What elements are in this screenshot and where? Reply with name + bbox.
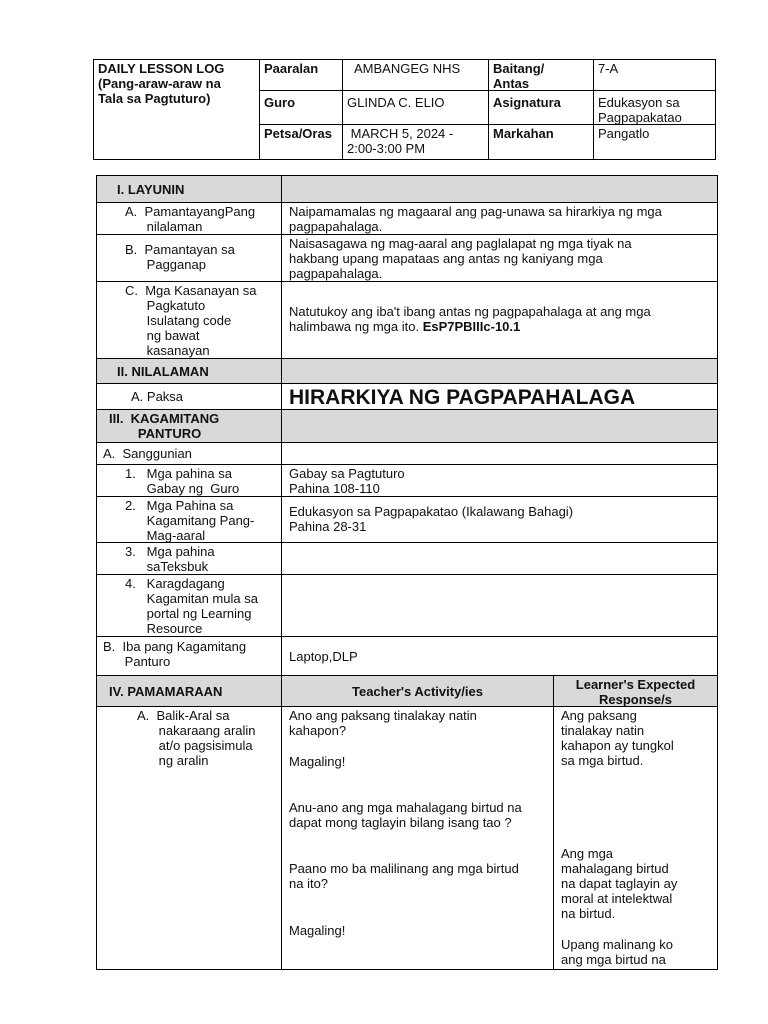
learner-response-3: Upang malinang ko ang mga birtud na [561, 937, 674, 967]
sanggunian-label: A. Sanggunian [103, 446, 192, 461]
ref4-label-cell [96, 574, 282, 637]
ref3-value-cell [281, 542, 718, 575]
date-label-cell [259, 124, 343, 160]
layunin-heading-text: I. LAYUNIN [117, 182, 185, 197]
ref3-label: 3. Mga pahina saTeksbuk [125, 544, 215, 574]
row-b-label [96, 234, 282, 282]
date-value-cell [342, 124, 489, 160]
ref4-label: 4. Karagdagang Kagamitan mula sa portal ng Learning Resource [125, 576, 258, 636]
school-value: AMBANGEG NHS [354, 61, 461, 76]
subject-value: Edukasyon sa Pagpapakatao [598, 95, 682, 125]
row-b-value [281, 234, 718, 282]
other-materials-value-cell [281, 636, 718, 676]
grade-label-cell [488, 59, 594, 91]
school-label: Paaralan [264, 61, 319, 76]
learner-response-1: Ang paksang tinalakay natin kahapon ay tungkol sa mga birtud. [561, 708, 674, 768]
log-title: DAILY LESSON LOG (Pang-araw-araw na Tala sa Pagtuturo) [98, 61, 225, 106]
subject-label-cell [488, 90, 594, 125]
a-value: Naipamamalas ng magaaral ang pag-unawa sa hirarkiya ng mga pagpapahalaga. [289, 204, 662, 234]
paksa-value-cell [281, 383, 718, 410]
teacher-question-1: Ano ang paksang tinalakay natin kahapon? [289, 708, 477, 738]
b-value: Naisasagawa ng mag-aaral ang paglalapat ng mga tiyak na hakbang upang mapataas ang antas ng kaniyang mga pagpapahalaga. [289, 236, 632, 281]
row-c-label [96, 281, 282, 359]
other-materials-label: B. Iba pang Kagamitang Panturo [103, 639, 247, 669]
teacher-value-cell [342, 90, 489, 125]
other-materials-value: Laptop,DLP [289, 649, 358, 664]
ref1-value: Gabay sa Pagtuturo Pahina 108-110 [289, 466, 405, 496]
nilalaman-heading-blank [281, 358, 718, 384]
date-label: Petsa/Oras [264, 126, 332, 141]
layunin-heading-blank [281, 175, 718, 203]
teacher-activity-header [281, 675, 554, 707]
subject-value-cell [593, 90, 716, 125]
quarter-label: Markahan [493, 126, 554, 141]
teacher-praise-2: Magaling! [289, 923, 346, 938]
quarter-value: Pangatlo [598, 126, 650, 141]
learner-response-cell [553, 706, 718, 970]
ref2-value-cell [281, 496, 718, 543]
teacher-label-cell [259, 90, 343, 125]
quarter-value-cell [593, 124, 716, 160]
learner-response-2: Ang mga mahalagang birtud na dapat taglayin ay moral at intelektwal na birtud. [561, 846, 678, 921]
balik-aral-label: A. Balik-Aral sa nakaraang aralin at/o pagsisimula ng aralin [137, 708, 256, 768]
ref1-value-cell [281, 464, 718, 497]
row-a-value [281, 202, 718, 235]
ref2-label-cell [96, 496, 282, 543]
teacher-activity-header-text: Teacher's Activity/ies [352, 684, 483, 699]
pamamaraan-heading-text: IV. PAMAMARAAN [109, 684, 223, 699]
subject-label: Asignatura [493, 95, 561, 110]
grade-value-cell [593, 59, 716, 91]
pamamaraan-heading [96, 675, 282, 707]
teacher-value: GLINDA C. ELIO [347, 95, 445, 110]
school-label-cell [259, 59, 343, 91]
ref1-label-cell [96, 464, 282, 497]
ref1-label: 1. Mga pahina sa Gabay ng Guro [125, 466, 240, 496]
other-materials-label-cell [96, 636, 282, 676]
row-a-label [96, 202, 282, 235]
teacher-question-3: Paano mo ba malilinang ang mga birtud na ito? [289, 861, 519, 891]
teacher-label: Guro [264, 95, 296, 110]
b-label: B. Pamantayan sa Pagganap [125, 242, 235, 272]
ref2-value: Edukasyon sa Pagpapakatao (Ikalawang Bahagi) Pahina 28-31 [289, 504, 574, 534]
row-c-value [281, 281, 718, 359]
nilalaman-heading [96, 358, 282, 384]
learner-response-header-text: Learner's Expected Response/s [575, 677, 696, 707]
paksa-label: A. Paksa [131, 389, 184, 404]
teacher-praise-1: Magaling! [289, 754, 346, 769]
quarter-label-cell [488, 124, 594, 160]
kagamitan-heading [96, 409, 282, 443]
teacher-activity-cell [281, 706, 554, 970]
kagamitan-heading-text: III. KAGAMITANG PANTURO [109, 411, 220, 441]
layunin-heading [96, 175, 282, 203]
nilalaman-heading-text: II. NILALAMAN [117, 364, 209, 379]
date-value: MARCH 5, 2024 - 2:00-3:00 PM [347, 126, 454, 156]
grade-value: 7-A [598, 61, 619, 76]
grade-label: Baitang/ Antas [493, 61, 545, 91]
balik-aral-label-cell [96, 706, 282, 970]
teacher-question-2: Anu-ano ang mga mahalagang birtud na dapat mong taglayin bilang isang tao ? [289, 800, 522, 830]
lesson-topic-title: HIRARKIYA NG PAGPAPAHALAGA [289, 386, 636, 409]
a-label: A. PamantayangPang nilalaman [125, 204, 256, 234]
sanggunian-blank [281, 442, 718, 465]
c-value: Natutukoy ang iba't ibang antas ng pagpapahalaga at ang mga halimbawa ng mga ito. [289, 304, 651, 334]
ref2-label: 2. Mga Pahina sa Kagamitang Pang- Mag-aaral [125, 498, 255, 543]
kagamitan-heading-blank [281, 409, 718, 443]
ref4-value-cell [281, 574, 718, 637]
ref3-label-cell [96, 542, 282, 575]
log-title-cell [93, 59, 260, 160]
paksa-label-cell [96, 383, 282, 410]
learner-response-header [553, 675, 718, 707]
competency-code: EsP7PBIIIc-10.1 [422, 319, 521, 334]
c-label: C. Mga Kasanayan sa Pagkatuto Isulatang code ng bawat kasanayan [125, 283, 257, 358]
sanggunian-cell [96, 442, 282, 465]
school-value-cell [342, 59, 489, 91]
